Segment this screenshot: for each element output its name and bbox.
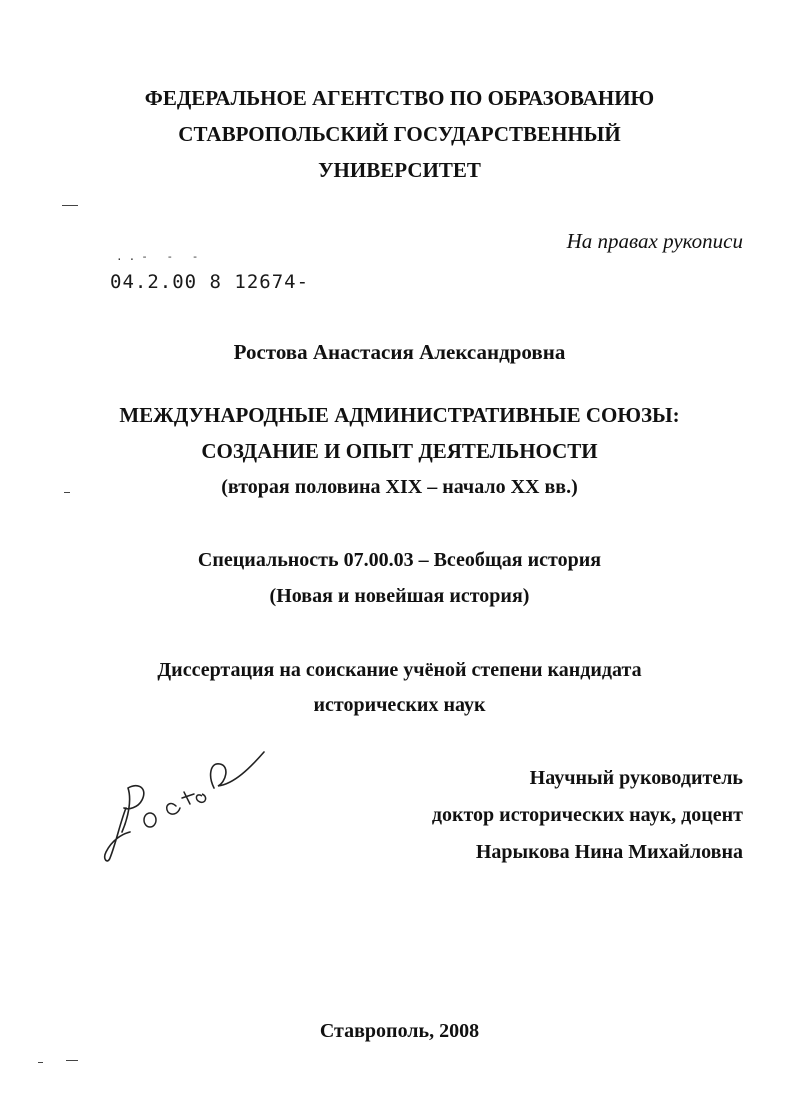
scan-mark — [38, 1062, 43, 1063]
dissertation-line1: Диссертация на соискание учёной степени кандидата — [157, 659, 642, 681]
agency-name: ФЕДЕРАЛЬНОЕ АГЕНТСТВО ПО ОБРАЗОВАНИЮ — [144, 86, 655, 110]
manuscript-note: На правах рукописи — [566, 229, 743, 253]
supervisor-role: Научный руководитель — [529, 767, 743, 789]
scan-mark — [62, 205, 78, 206]
scan-mark — [64, 492, 70, 493]
thesis-title-line1: МЕЖДУНАРОДНЫЕ АДМИНИСТРАТИВНЫЕ СОЮЗЫ: — [119, 403, 680, 427]
handwritten-signature — [98, 748, 268, 868]
stamp-dots: ..- - - — [116, 250, 205, 263]
supervisor-name: Нарыкова Нина Михайловна — [475, 841, 743, 863]
dissertation-line2: исторических наук — [313, 694, 486, 716]
university-name-line2: УНИВЕРСИТЕТ — [318, 158, 481, 182]
author-name: Ростова Анастасия Александровна — [233, 340, 566, 364]
library-stamp-code: 04.2.00 8 12674- — [110, 271, 310, 293]
city-year: Ставрополь, 2008 — [319, 1020, 480, 1042]
thesis-title-period: (вторая половина XIX – начало XX вв.) — [221, 476, 578, 498]
thesis-title-line2: СОЗДАНИЕ И ОПЫТ ДЕЯТЕЛЬНОСТИ — [201, 439, 598, 463]
scan-mark — [66, 1060, 78, 1061]
supervisor-degree: доктор исторических наук, доцент — [431, 804, 743, 826]
university-name-line1: СТАВРОПОЛЬСКИЙ ГОСУДАРСТВЕННЫЙ — [178, 122, 621, 146]
specialty-subline: (Новая и новейшая история) — [269, 585, 530, 607]
specialty-line: Специальность 07.00.03 – Всеобщая история — [197, 549, 602, 571]
